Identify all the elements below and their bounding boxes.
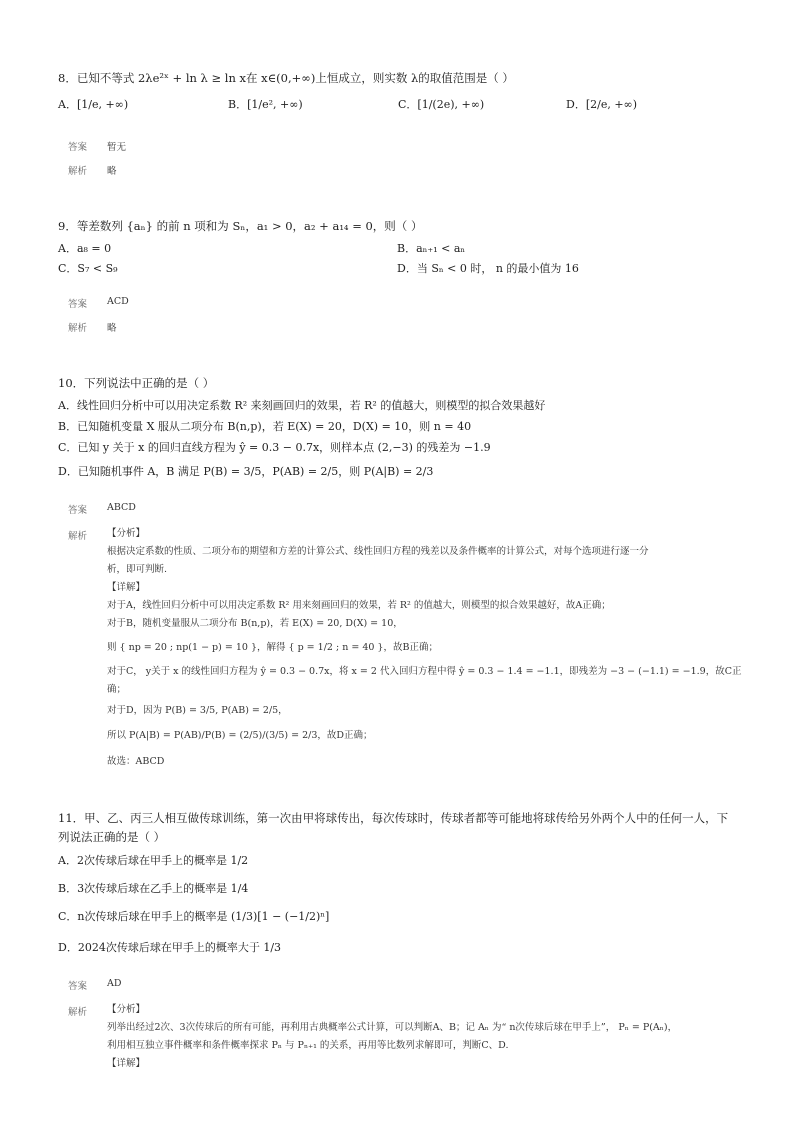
q8-option-b: B．[1/e², +∞) xyxy=(228,98,303,111)
q10-option-d: D．已知随机事件 A，B 满足 P(B) = 3/5，P(AB) = 2/5，则 P(A|B) = 2/3 xyxy=(58,465,434,478)
q10-analysis-line-3: 析，即可判断. xyxy=(107,564,168,575)
q10-analysis-line-2: 根据决定系数的性质、二项分布的期望和方差的计算公式、线性回归方程的残差以及条件概率的计算公式，对每个选项进行逐一分 xyxy=(107,546,649,557)
q11-option-d: D．2024次传球后球在甲手上的概率大于 1/3 xyxy=(58,941,282,954)
q11-stem-line-2: 列说法正确的是（ ） xyxy=(58,830,166,844)
q10-analysis-line-4: 【详解】 xyxy=(107,582,146,593)
q9-option-b: B．aₙ₊₁ < aₙ xyxy=(397,242,466,255)
q11-option-c: C．n次传球后球在甲手上的概率是 (1/3)[1 − (−1/2)ⁿ] xyxy=(58,910,330,923)
q8-option-c: C．[1/(2e), +∞) xyxy=(398,98,485,111)
q10-analysis-line-11: 所以 P(A|B) = P(AB)/P(B) = (2/5)/(3/5) = 2/3，故D正确； xyxy=(107,730,373,741)
q10-analysis-line-8: 对于C， y关于 x 的线性回归方程为 ŷ = 0.3 − 0.7x，将 x = 2 代入回归方程中得 ŷ = 0.3 − 1.4 = −1.1，即残差为 −3 − (−1.1) = −1.9，故C正 xyxy=(107,666,742,677)
q11-analysis-label: 解析 xyxy=(68,1007,88,1018)
q10-analysis-line-9: 确； xyxy=(107,684,127,695)
q11-analysis-line-4: 【详解】 xyxy=(107,1058,146,1069)
q11-analysis-line-1: 【分析】 xyxy=(107,1004,146,1015)
q9-stem: 9．等差数列 {aₙ} 的前 n 项和为 Sₙ，a₁ > 0，a₂ + a₁₄ = 0，则（ ） xyxy=(58,219,423,233)
q9-answer: ACD xyxy=(107,296,129,307)
q9-analysis: 略 xyxy=(107,323,117,334)
q9-option-d: D．当 Sₙ < 0 时， n 的最小值为 16 xyxy=(397,262,579,275)
q11-analysis-line-3: 利用相互独立事件概率和条件概率探求 Pₙ 与 Pₙ₊₁ 的关系，再用等比数列求解即可，判断C、D. xyxy=(107,1040,509,1051)
q9-answer-label: 答案 xyxy=(68,299,88,310)
q11-analysis-line-2: 列举出经过2次、3次传球后的所有可能，再利用古典概率公式计算，可以判断A、B；记 Aₙ 为“ n次传球后球在甲手上”， Pₙ = P(Aₙ)， xyxy=(107,1022,678,1033)
q9-option-c: C．S₇ < S₉ xyxy=(58,262,118,275)
q9-analysis-label: 解析 xyxy=(68,323,88,334)
q9-option-a: A．a₈ = 0 xyxy=(58,242,112,255)
q11-answer-label: 答案 xyxy=(68,981,88,992)
q10-stem: 10．下列说法中正确的是（ ） xyxy=(58,376,215,390)
q8-answer-label: 答案 xyxy=(68,142,88,153)
q11-option-b: B．3次传球后球在乙手上的概率是 1/4 xyxy=(58,882,249,895)
q10-analysis-line-7: 则 { np = 20 ; np(1 − p) = 10 }，解得 { p = 1/2 ; n = 40 }，故B正确； xyxy=(107,642,438,653)
q10-analysis-line-6: 对于B，随机变量服从二项分布 B(n,p)，若 E(X) = 20, D(X) = 10， xyxy=(107,618,403,629)
q8-analysis-label: 解析 xyxy=(68,166,88,177)
q10-answer: ABCD xyxy=(107,502,136,513)
q8-answer: 暂无 xyxy=(107,142,127,153)
q11-option-a: A．2次传球后球在甲手上的概率是 1/2 xyxy=(58,854,249,867)
q10-analysis-label: 解析 xyxy=(68,531,88,542)
q10-analysis-line-5: 对于A，线性回归分析中可以用决定系数 R² 用来刻画回归的效果，若 R² 的值越大，则模型的拟合效果越好，故A正确； xyxy=(107,600,611,611)
q10-option-c: C．已知 y 关于 x 的回归直线方程为 ŷ = 0.3 − 0.7x，则样本点 (2,−3) 的残差为 −1.9 xyxy=(58,441,491,454)
q8-analysis: 略 xyxy=(107,166,117,177)
q10-analysis-line-10: 对于D，因为 P(B) = 3/5, P(AB) = 2/5， xyxy=(107,705,288,716)
q8-option-d: D．[2/e, +∞) xyxy=(566,98,637,111)
q10-analysis-line-1: 【分析】 xyxy=(107,528,146,539)
q10-answer-label: 答案 xyxy=(68,505,88,516)
q11-answer: AD xyxy=(107,978,122,989)
q8-option-a: A．[1/e, +∞) xyxy=(58,98,129,111)
q8-stem: 8．已知不等式 2λe²ˣ + ln λ ≥ ln x在 x∈(0,+∞)上恒成立，则实数 λ的取值范围是（ ） xyxy=(58,71,514,85)
q10-option-b: B．已知随机变量 X 服从二项分布 B(n,p)，若 E(X) = 20，D(X) = 10，则 n = 40 xyxy=(58,420,472,433)
q10-option-a: A．线性回归分析中可以用决定系数 R² 来刻画回归的效果，若 R² 的值越大，则模型的拟合效果越好 xyxy=(58,399,546,412)
q10-analysis-line-12: 故选：ABCD xyxy=(107,756,165,767)
q11-stem-line-1: 11．甲、乙、丙三人相互做传球训练，第一次由甲将球传出，每次传球时，传球者都等可能地将球传给另外两个人中的任何一人，下 xyxy=(58,811,729,825)
